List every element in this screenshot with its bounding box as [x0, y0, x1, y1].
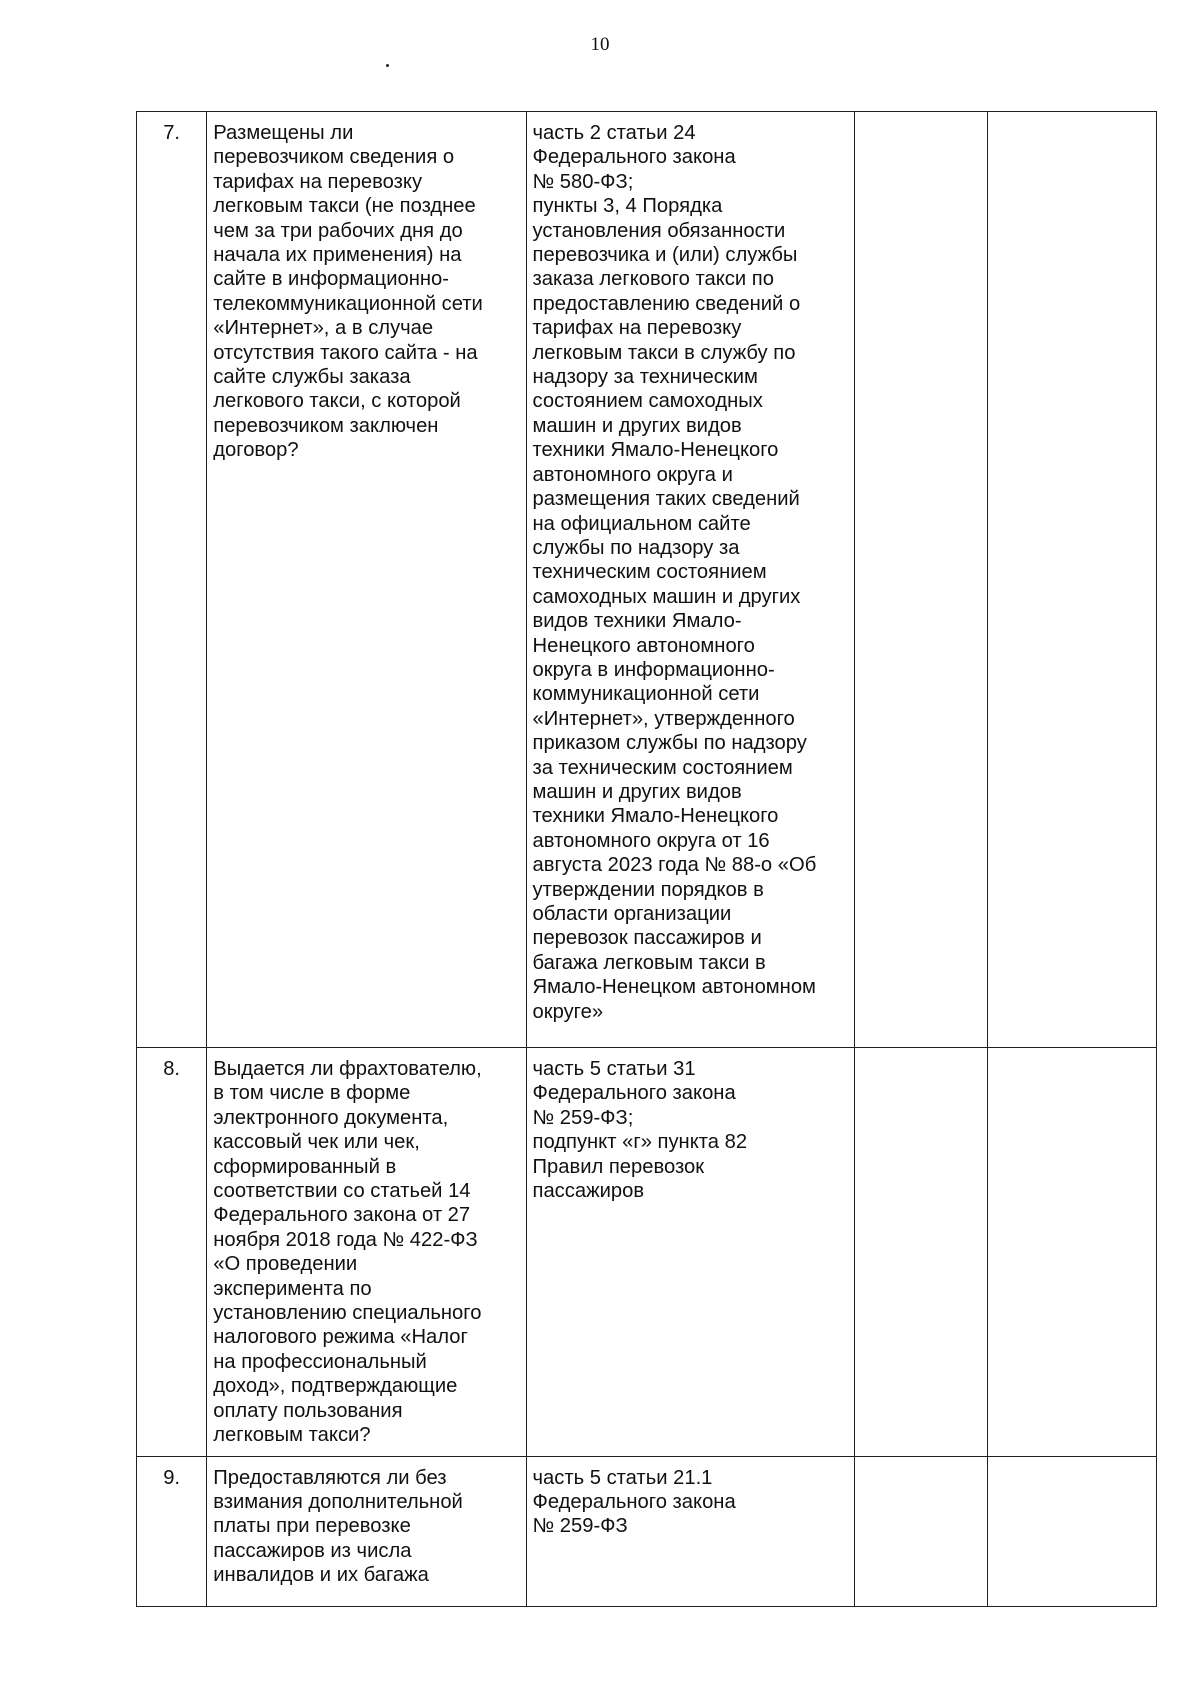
question-cell: [207, 112, 526, 1048]
text-line: приказом службы по надзору: [532, 732, 807, 755]
text-line: договор?: [213, 439, 299, 462]
text-line: платы при перевозке: [213, 1515, 411, 1538]
text-line: доход», подтверждающие: [213, 1375, 458, 1398]
text-line: инвалидов и их багажа: [213, 1564, 429, 1587]
text-line: техники Ямало-Ненецкого: [532, 805, 779, 828]
text-line: самоходных машин и других: [532, 585, 801, 608]
question-cell: [207, 1456, 526, 1606]
text-line: кассовый чек или чек,: [213, 1131, 420, 1154]
text-line: пункты 3, 4 Порядка: [532, 195, 723, 218]
text-line: № 580-ФЗ;: [532, 170, 634, 193]
notes-cell: [988, 1048, 1157, 1457]
text-line: надзору за техническим: [532, 366, 758, 389]
text-line: тарифах на перевозку: [213, 170, 423, 193]
text-line: перевозчиком сведения о: [213, 146, 455, 169]
text-line: коммуникационной сети: [532, 683, 760, 706]
text-line: легковым такси?: [213, 1424, 371, 1447]
text-line: перевозчика и (или) службы: [532, 244, 798, 267]
text-line: № 259-ФЗ: [532, 1515, 628, 1538]
text-line: электронного документа,: [213, 1106, 449, 1129]
text-line: машин и других видов: [532, 414, 742, 437]
text-line: багажа легковым такси в: [532, 951, 766, 974]
text-line: размещения таких сведений: [532, 488, 800, 511]
text-line: утверждении порядков в: [532, 878, 764, 901]
checklist-table: [136, 111, 1157, 1607]
text-line: Правил перевозок: [532, 1155, 705, 1178]
row-number-cell: 9.: [137, 1456, 207, 1606]
text-line: пассажиров: [532, 1180, 645, 1203]
text-line: начала их применения) на: [213, 244, 462, 267]
text-line: сформированный в: [213, 1155, 397, 1178]
text-line: в том числе в форме: [213, 1082, 411, 1105]
text-line: легковым такси (не позднее: [213, 195, 476, 218]
text-line: «О проведении: [213, 1253, 358, 1276]
text-line: перевозок пассажиров и: [532, 927, 762, 950]
legal-reference-cell: [526, 112, 854, 1048]
text-line: налогового режима «Налог: [213, 1326, 468, 1349]
text-line: состоянием самоходных: [532, 390, 763, 413]
text-line: округа в информационно-: [532, 658, 775, 681]
text-line: легковым такси в службу по: [532, 341, 796, 364]
text-line: автономного округа от 16: [532, 829, 770, 852]
table-row: [137, 1456, 1157, 1606]
text-line: Федерального закона: [532, 1490, 736, 1513]
row-number-cell: 8.: [137, 1048, 207, 1457]
text-line: видов техники Ямало-: [532, 610, 742, 633]
text-line: Ямало-Ненецком автономном: [532, 976, 816, 999]
text-line: службы по надзору за: [532, 536, 740, 559]
text-line: Выдается ли фрахтователю,: [213, 1058, 482, 1080]
text-line: перевозчиком заключен: [213, 414, 439, 437]
table-row: [137, 112, 1157, 1048]
stray-dot: [386, 64, 389, 67]
text-line: сайте службы заказа: [213, 366, 411, 389]
legal-reference-cell: [526, 1048, 854, 1457]
text-line: Федерального закона от 27: [213, 1204, 471, 1227]
text-line: сайте в информационно-: [213, 268, 449, 291]
text-line: установления обязанности: [532, 219, 786, 242]
text-line: № 259-ФЗ;: [532, 1106, 634, 1129]
text-line: заказа легкового такси по: [532, 268, 774, 291]
text-line: установлению специального: [213, 1302, 482, 1325]
text-line: машин и других видов: [532, 780, 742, 803]
text-line: отсутствия такого сайта - на: [213, 341, 478, 364]
text-line: автономного округа и: [532, 463, 733, 486]
text-line: августа 2023 года № 88-о «Об: [532, 854, 817, 877]
answer-cell: [854, 112, 988, 1048]
text-line: за техническим состоянием: [532, 756, 793, 779]
text-line: подпункт «г» пункта 82: [532, 1131, 748, 1154]
text-line: техническим состоянием: [532, 561, 767, 584]
text-line: легкового такси, с которой: [213, 390, 461, 413]
text-line: ноября 2018 года № 422-ФЗ: [213, 1228, 478, 1251]
text-line: на официальном сайте: [532, 512, 751, 535]
text-line: эксперимента по: [213, 1277, 372, 1300]
text-line: соответствии со статьей 14: [213, 1180, 471, 1203]
text-line: предоставлению сведений о: [532, 292, 801, 315]
text-line: Федерального закона: [532, 146, 736, 169]
legal-reference-cell: [526, 1456, 854, 1606]
page-number: 10: [590, 34, 610, 55]
text-line: часть 2 статьи 24: [532, 122, 696, 144]
text-line: телекоммуникационной сети: [213, 292, 483, 315]
answer-cell: [854, 1456, 988, 1606]
text-line: «Интернет», утвержденного: [532, 707, 795, 730]
text-line: техники Ямало-Ненецкого: [532, 439, 779, 462]
text-line: Предоставляются ли без: [213, 1466, 447, 1489]
text-line: Федерального закона: [532, 1082, 736, 1105]
text-line: часть 5 статьи 31: [532, 1058, 696, 1080]
notes-cell: [988, 112, 1157, 1048]
text-line: Размещены ли: [213, 122, 354, 144]
text-line: часть 5 статьи 21.1: [532, 1466, 713, 1489]
text-line: чем за три рабочих дня до: [213, 219, 463, 242]
text-line: взимания дополнительной: [213, 1490, 463, 1513]
table-row: [137, 1048, 1157, 1457]
text-line: Ненецкого автономного: [532, 634, 755, 657]
question-cell: [207, 1048, 526, 1457]
text-line: тарифах на перевозку: [532, 317, 742, 340]
text-line: пассажиров из числа: [213, 1539, 412, 1562]
text-line: на профессиональный: [213, 1350, 427, 1373]
text-line: округе»: [532, 1000, 604, 1023]
answer-cell: [854, 1048, 988, 1457]
text-line: «Интернет», а в случае: [213, 317, 434, 340]
text-line: оплату пользования: [213, 1399, 403, 1422]
row-number-cell: 7.: [137, 112, 207, 1048]
text-line: области организации: [532, 903, 732, 925]
notes-cell: [988, 1456, 1157, 1606]
